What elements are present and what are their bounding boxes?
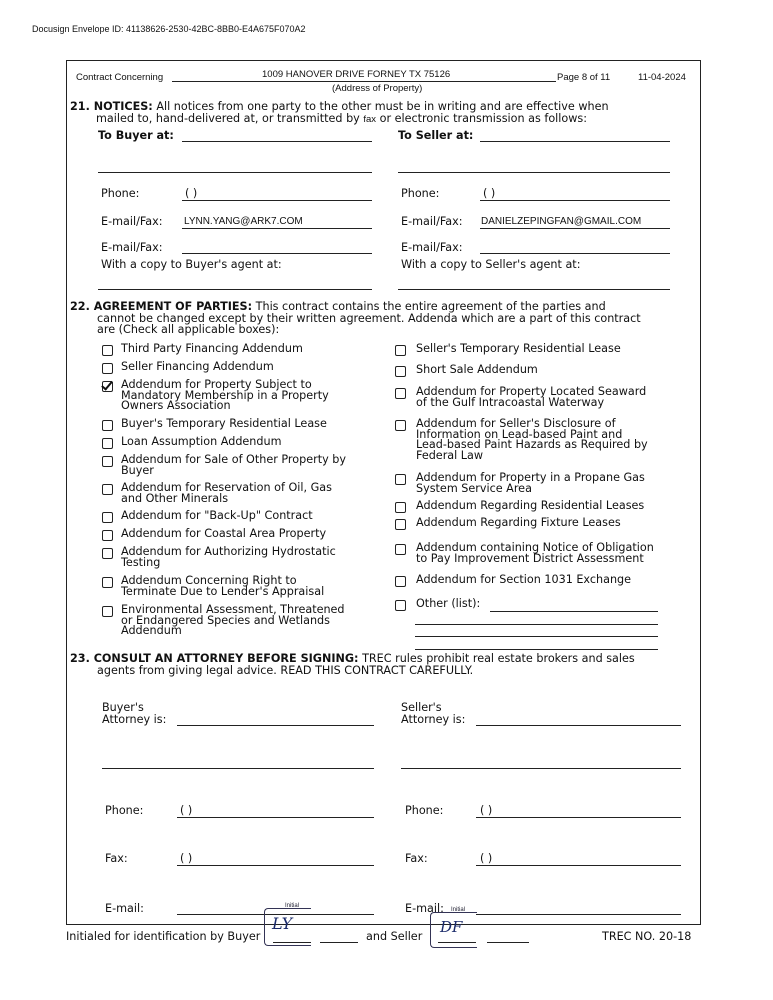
addendum-label: [416, 543, 654, 564]
seller-agent-line[interactable]: [398, 289, 670, 290]
addendum-label-line: Addendum Regarding Fixture Leases: [416, 516, 621, 529]
envelope-id: Docusign Envelope ID: 41138626-2530-42BC-8BB0-E4A675F070A2: [32, 24, 306, 34]
addendum-label-line: Addendum for Coastal Area Property: [121, 527, 327, 540]
addendum-label-line: Addendum for Property in a Propane Gas: [416, 471, 645, 484]
buyer-atty-email-label: E-mail:: [105, 902, 144, 915]
contract-concerning-label: Contract Concerning: [76, 72, 164, 83]
addendum-label: [416, 387, 646, 408]
addendum-label-line: Information on Lead-based Paint and: [416, 427, 623, 441]
addendum-label-line: Seller's Temporary Residential Lease: [416, 342, 621, 355]
to-buyer-label: To Buyer at:: [98, 129, 174, 142]
notices-line-2: [96, 113, 587, 125]
addendum-checkbox[interactable]: [395, 366, 406, 377]
addendum-checkbox[interactable]: [395, 600, 406, 611]
addendum-label: [121, 576, 324, 597]
addendum-label: [121, 605, 345, 637]
other-list-line-1[interactable]: [490, 611, 658, 612]
seller-atty-fax-field[interactable]: [476, 865, 681, 866]
buyer-atty-phone-paren: ( ): [180, 804, 193, 817]
addendum-checkbox[interactable]: [102, 381, 113, 392]
addendum-label-line: Buyer: [121, 463, 154, 477]
buyer-address-line-2[interactable]: [98, 172, 372, 173]
addendum-label-line: Addendum for Authorizing Hydrostatic: [121, 545, 336, 558]
seller-phone-label: Phone:: [401, 187, 440, 200]
addendum-checkbox[interactable]: [102, 420, 113, 431]
attorney-heading: 23. CONSULT AN ATTORNEY BEFORE SIGNING:: [70, 652, 359, 665]
addendum-label: [121, 419, 327, 430]
agreement-text-1: This contract contains the entire agreement of the parties and: [255, 300, 606, 313]
addendum-checkbox[interactable]: [102, 484, 113, 495]
initialed-text: Initialed for identification by Buyer: [66, 930, 261, 943]
addendum-checkbox[interactable]: [395, 420, 406, 431]
addendum-label: [121, 547, 336, 568]
notices-paragraph: [70, 101, 684, 112]
footer-rule: [66, 924, 701, 925]
address-caption: (Address of Property): [332, 83, 423, 94]
seller-atty-phone-label: Phone:: [405, 804, 444, 817]
seller-email-label: E-mail/Fax:: [401, 215, 463, 228]
addendum-label-line: Other (list):: [416, 597, 481, 610]
addendum-label-line: Owners Association: [121, 399, 231, 412]
agreement-paragraph: [70, 301, 690, 312]
buyer-phone-paren: ( ): [185, 187, 198, 200]
addendum-label-line: Short Sale Addendum: [416, 363, 538, 376]
buyer-email-line: [182, 228, 372, 229]
seller-address-line-1[interactable]: [480, 141, 670, 142]
addendum-label-line: Addendum containing Notice of Obligation: [416, 541, 654, 554]
addendum-label-line: Addendum for "Back-Up" Contract: [121, 509, 313, 522]
notices-text-2: mailed to, hand-delivered at, or transmitted by: [96, 112, 360, 125]
buyer-atty-fax-paren: ( ): [180, 852, 193, 865]
seller-initial-line-2: [487, 942, 529, 943]
agreement-heading: 22. AGREEMENT OF PARTIES:: [70, 300, 253, 313]
buyer-initial-label: Initial: [285, 903, 300, 909]
addendum-checkbox[interactable]: [395, 474, 406, 485]
addendum-checkbox[interactable]: [395, 519, 406, 530]
addendum-label-line: Addendum for Property Subject to: [121, 378, 312, 391]
buyer-attorney-label: Attorney is:: [102, 713, 167, 726]
addendum-label-line: Addendum Regarding Residential Leases: [416, 499, 645, 512]
buyer-atty-phone-label: Phone:: [105, 804, 144, 817]
addendum-label-line: Terminate Due to Lender's Appraisal: [121, 584, 325, 598]
seller-atty-fax-paren: ( ): [480, 852, 493, 865]
notices-text-2b: or electronic transmission as follows:: [379, 112, 587, 125]
addendum-label: [416, 365, 538, 376]
seller-email-line: [480, 228, 670, 229]
attorney-text-1: TREC rules prohibit real estate brokers and sales: [362, 652, 635, 665]
seller-address-line-2[interactable]: [398, 172, 670, 173]
addendum-label-line: Lead-based Paint Hazards as Required by: [416, 438, 648, 451]
addendum-checkbox[interactable]: [102, 438, 113, 449]
to-seller-label: To Seller at:: [398, 129, 474, 142]
addendum-label-line: Buyer's Temporary Residential Lease: [121, 417, 327, 430]
addendum-label-line: Federal Law: [416, 448, 484, 462]
seller-phone-paren: ( ): [483, 187, 496, 200]
addendum-checkbox[interactable]: [102, 530, 113, 541]
addendum-label-line: of the Gulf Intracoastal Waterway: [416, 395, 605, 409]
addendum-label: [121, 511, 313, 522]
addendum-label-line: Addendum for Section 1031 Exchange: [416, 573, 632, 586]
seller-attorney-label: Attorney is:: [401, 713, 466, 726]
seller-atty-phone-field[interactable]: [476, 817, 681, 818]
seller-attorney-line-2[interactable]: [401, 768, 681, 769]
addendum-checkbox[interactable]: [395, 544, 406, 555]
addendum-label: [416, 501, 644, 512]
addendum-label-line: Addendum for Reservation of Oil, Gas: [121, 481, 332, 494]
addendum-label: [416, 419, 648, 461]
buyer-initial-line-2: [320, 942, 358, 943]
buyer-initial-signature: LY: [272, 914, 293, 933]
addendum-label-line: Seller Financing Addendum: [121, 360, 274, 373]
addendum-checkbox[interactable]: [395, 502, 406, 513]
other-list-line-3[interactable]: [415, 636, 658, 637]
buyer-email2-label: E-mail/Fax:: [101, 241, 163, 254]
seller-initial-signature: DF: [440, 918, 463, 936]
attorney-paragraph: [70, 653, 690, 664]
addendum-label: [121, 437, 282, 448]
buyer-email-value[interactable]: LYNN.YANG@ARK7.COM: [184, 216, 303, 227]
buyer-phone-label: Phone:: [101, 187, 140, 200]
address-line: [172, 81, 556, 82]
addendum-label: [121, 455, 346, 476]
addendum-label-line: Mandatory Membership in a Property: [121, 388, 329, 402]
addendum-label: [121, 362, 274, 373]
addendum-label-line: and Other Minerals: [121, 491, 229, 505]
addendum-label-line: Environmental Assessment, Threatened: [121, 603, 345, 616]
addendum-checkbox[interactable]: [395, 576, 406, 587]
addendum-label-line: to Pay Improvement District Assessment: [416, 551, 644, 565]
seller-initial-label: Initial: [451, 907, 466, 913]
other-list-line-4[interactable]: [415, 649, 658, 650]
buyer-attorney-field[interactable]: [177, 725, 374, 726]
buyers-label: Buyer's: [102, 701, 144, 714]
seller-atty-email-field[interactable]: [476, 914, 681, 915]
buyer-email-label: E-mail/Fax:: [101, 215, 163, 228]
form-date: 11-04-2024: [638, 72, 686, 83]
addendum-label: [416, 575, 631, 586]
buyer-email2-field[interactable]: [182, 253, 372, 254]
property-address: 1009 HANOVER DRIVE FORNEY TX 75126: [262, 69, 451, 80]
buyer-atty-fax-field[interactable]: [177, 865, 374, 866]
sellers-label: Seller's: [401, 701, 442, 714]
addendum-label: [121, 483, 332, 504]
addendum-label: [121, 529, 326, 540]
addendum-label-line: Testing: [121, 555, 161, 569]
page-number: Page 8 of 11: [557, 72, 611, 83]
seller-email2-field[interactable]: [480, 253, 670, 254]
seller-email2-label: E-mail/Fax:: [401, 241, 463, 254]
agreement-text-3: are (Check all applicable boxes):: [97, 323, 280, 336]
and-seller-text: and Seller: [366, 930, 423, 943]
attorney-text-2: agents from giving legal advice. READ THIS CONTRACT CAREFULLY.: [97, 664, 474, 677]
agreement-text-2: cannot be changed except by their written agreement. Addenda which are a part of this contract: [97, 312, 641, 325]
buyer-atty-fax-label: Fax:: [105, 852, 128, 865]
notices-heading: 21. NOTICES:: [70, 100, 153, 113]
addendum-label-line: Addendum Concerning Right to: [121, 574, 297, 587]
addendum-label-line: System Service Area: [416, 481, 532, 495]
addendum-checkbox[interactable]: [102, 577, 113, 588]
buyer-copy-label: With a copy to Buyer's agent at:: [101, 258, 282, 271]
addendum-checkbox[interactable]: [102, 363, 113, 374]
addendum-label: [121, 380, 329, 412]
seller-copy-label: With a copy to Seller's agent at:: [401, 258, 581, 271]
addendum-label-line: Loan Assumption Addendum: [121, 435, 282, 448]
addendum-checkbox[interactable]: [102, 548, 113, 559]
addendum-label: [416, 518, 621, 529]
other-list-line-2[interactable]: [415, 624, 658, 625]
addendum-label-line: Third Party Financing Addendum: [121, 342, 303, 355]
addendum-checkbox[interactable]: [395, 388, 406, 399]
buyer-address-line-1[interactable]: [182, 141, 372, 142]
addendum-label-line: or Endangered Species and Wetlands: [121, 613, 330, 627]
seller-atty-fax-label: Fax:: [405, 852, 428, 865]
addendum-label-line: Addendum: [121, 624, 182, 637]
buyer-atty-phone-field[interactable]: [177, 817, 374, 818]
seller-initial-line-1: [438, 942, 476, 943]
seller-atty-email-label: E-mail:: [405, 902, 444, 915]
addendum-label-line: Addendum for Seller's Disclosure of: [416, 417, 616, 430]
addendum-checkbox[interactable]: [102, 456, 113, 467]
addendum-label: [416, 599, 480, 610]
addendum-checkbox[interactable]: [395, 345, 406, 356]
addendum-checkbox[interactable]: [102, 606, 113, 617]
buyer-agent-line[interactable]: [98, 289, 372, 290]
notices-fax: fax: [363, 114, 377, 125]
addendum-label-line: Addendum for Sale of Other Property by: [121, 453, 347, 466]
addendum-label-line: Addendum for Property Located Seaward: [416, 385, 647, 398]
buyer-initial-line-1: [273, 942, 311, 943]
addendum-label: [416, 473, 645, 494]
seller-email-value[interactable]: DANIELZEPINGFAN@GMAIL.COM: [481, 216, 642, 227]
addendum-checkbox[interactable]: [102, 345, 113, 356]
seller-attorney-field[interactable]: [476, 725, 681, 726]
addendum-checkbox[interactable]: [102, 512, 113, 523]
trec-number: TREC NO. 20-18: [602, 930, 692, 943]
buyer-phone-field[interactable]: [182, 200, 372, 201]
seller-atty-phone-paren: ( ): [480, 804, 493, 817]
buyer-attorney-line-2[interactable]: [102, 768, 374, 769]
addendum-label: [121, 344, 303, 355]
seller-phone-field[interactable]: [480, 200, 670, 201]
notices-text-1: All notices from one party to the other must be in writing and are effective when: [156, 100, 609, 113]
addendum-label: [416, 344, 621, 355]
